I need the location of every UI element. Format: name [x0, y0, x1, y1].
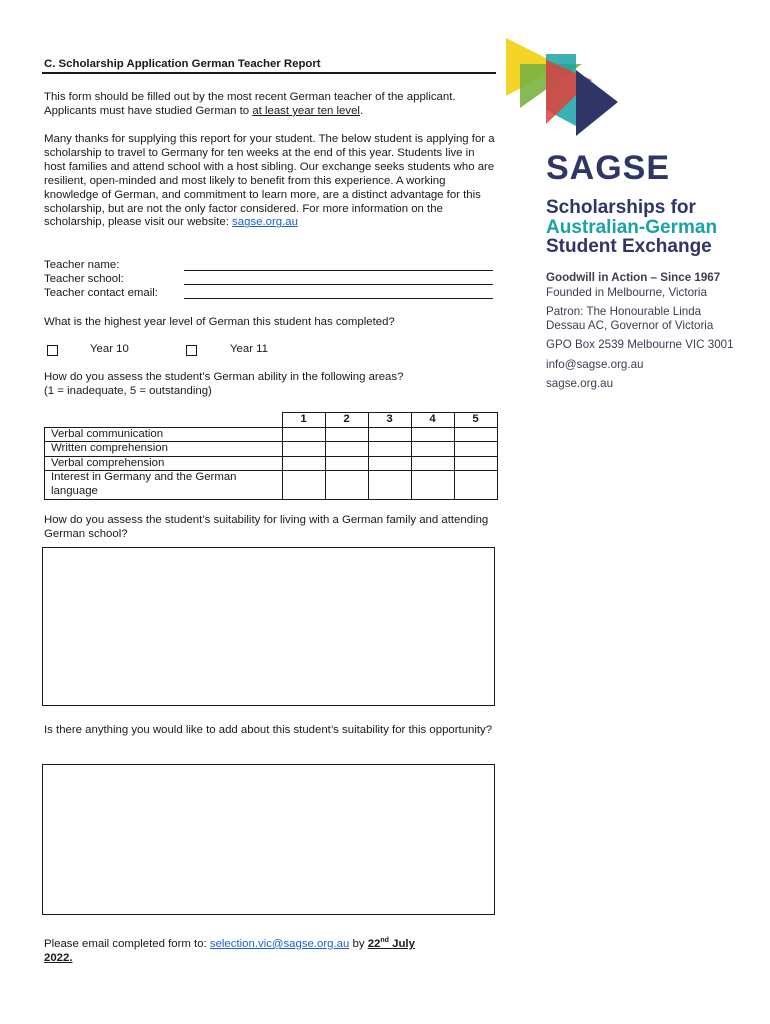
rating-row-verbal-communication [45, 427, 498, 442]
rating-cell[interactable] [411, 471, 454, 499]
rating-cell[interactable] [368, 471, 411, 499]
org-address: GPO Box 2539 Melbourne VIC 3001 [546, 338, 734, 351]
org-email[interactable]: info@sagse.org.au [546, 358, 644, 371]
ability-scale: (1 = inadequate, 5 = outstanding) [44, 385, 212, 397]
submission-email-link[interactable]: selection.vic@sagse.org.au [209, 937, 350, 950]
org-website[interactable]: sagse.org.au [546, 377, 614, 390]
rating-cell[interactable] [411, 427, 454, 442]
sagse-logo-mark [500, 36, 625, 138]
intro-end: . [359, 104, 364, 117]
suitability-question: How do you assess the student’s suitability for living with a German family and attending German school? [44, 514, 489, 540]
rating-cell[interactable] [454, 456, 497, 471]
rating-header-5: 5 [454, 413, 497, 428]
rating-cell[interactable] [282, 471, 325, 499]
area-label: Interest in Germany and the German language [45, 471, 283, 499]
email-prefix: Please email completed form to: [44, 937, 210, 950]
intro-paragraph [44, 91, 499, 119]
org-motto: Goodwill in Action – Since 1967 [546, 271, 721, 284]
rating-row-verbal-comprehension [45, 456, 498, 471]
deadline-month: July [388, 937, 415, 950]
rating-header-1: 1 [282, 413, 325, 428]
rating-cell[interactable] [282, 427, 325, 442]
rating-header-blank [45, 413, 283, 428]
rating-header-row [45, 413, 498, 428]
rating-cell[interactable] [282, 456, 325, 471]
year-10-checkbox[interactable] [47, 345, 58, 356]
area-label: Verbal comprehension [45, 456, 283, 471]
rating-cell[interactable] [325, 442, 368, 457]
rating-cell[interactable] [325, 456, 368, 471]
org-name-line3: Student Exchange [546, 236, 712, 257]
teacher-name-label: Teacher name: [44, 259, 120, 271]
rating-cell[interactable] [454, 471, 497, 499]
teacher-email-field[interactable] [184, 298, 493, 299]
email-by: by [349, 937, 368, 950]
thanks-text: Many thanks for supplying this report for your student. The below student is applying for a scholarship to travel to Germany for ten weeks at the end of this year. Students live in host families and attend school with a host sibling. Our exchange seeks students who are resilient, open-minded and most likely to benefit from this experience. A working knowledge of German, and commitment to learn more, are a distinct advantage for this scholarship, but are not the only factor considered. For more information on the scholarship, please visit our website: [44, 133, 495, 229]
rating-table [44, 412, 498, 500]
area-label: Written comprehension [45, 442, 283, 457]
rating-cell[interactable] [368, 442, 411, 457]
rating-cell[interactable] [368, 427, 411, 442]
email-instructions [44, 934, 499, 966]
year-question: What is the highest year level of German this student has completed? [44, 316, 395, 328]
year-10-label: Year 10 [90, 343, 129, 355]
teacher-email-label: Teacher contact email: [44, 287, 158, 299]
rating-row-written-comprehension [45, 442, 498, 457]
org-founded: Founded in Melbourne, Victoria [546, 286, 707, 299]
rating-cell[interactable] [411, 456, 454, 471]
title-divider [42, 72, 496, 74]
form-title: C. Scholarship Application German Teacher Report [44, 58, 321, 70]
rating-cell[interactable] [325, 427, 368, 442]
teacher-school-label: Teacher school: [44, 273, 124, 285]
patron-line1: Patron: The Honourable Linda [546, 305, 702, 318]
year-11-label: Year 11 [230, 343, 269, 355]
rating-header-4: 4 [411, 413, 454, 428]
rating-cell[interactable] [411, 442, 454, 457]
deadline-day: 22 [367, 937, 381, 950]
rating-cell[interactable] [454, 427, 497, 442]
level-requirement: at least year ten level [252, 104, 360, 117]
teacher-name-field[interactable] [184, 270, 493, 271]
website-link[interactable]: sagse.org.au [232, 216, 298, 229]
org-name-line2: Australian-German [546, 217, 718, 238]
rating-header-2: 2 [325, 413, 368, 428]
year-11-checkbox[interactable] [186, 345, 197, 356]
additional-question: Is there anything you would like to add about this student’s suitability for this opportunity? [44, 724, 493, 736]
rating-cell[interactable] [325, 471, 368, 499]
logo-navy-triangle [576, 70, 618, 136]
area-label: Verbal communication [45, 427, 283, 442]
thanks-paragraph [44, 133, 499, 230]
teacher-school-field[interactable] [184, 284, 493, 285]
org-name-line1: Scholarships for [546, 197, 696, 218]
ability-question: How do you assess the student’s German ability in the following areas? [44, 371, 404, 383]
rating-row-interest [45, 471, 498, 499]
patron-line2: Dessau AC, Governor of Victoria [546, 319, 714, 332]
rating-header-3: 3 [368, 413, 411, 428]
rating-cell[interactable] [454, 442, 497, 457]
additional-answer-box[interactable] [42, 764, 495, 915]
sagse-wordmark: SAGSE [546, 149, 671, 187]
suitability-answer-box[interactable] [42, 547, 495, 706]
rating-cell[interactable] [368, 456, 411, 471]
intro-text: This form should be filled out by the most recent German teacher of the applicant. Applicants must have studied German to [44, 91, 456, 117]
rating-cell[interactable] [282, 442, 325, 457]
deadline-suffix: nd [380, 937, 389, 944]
deadline-year: 2022. [44, 951, 73, 964]
